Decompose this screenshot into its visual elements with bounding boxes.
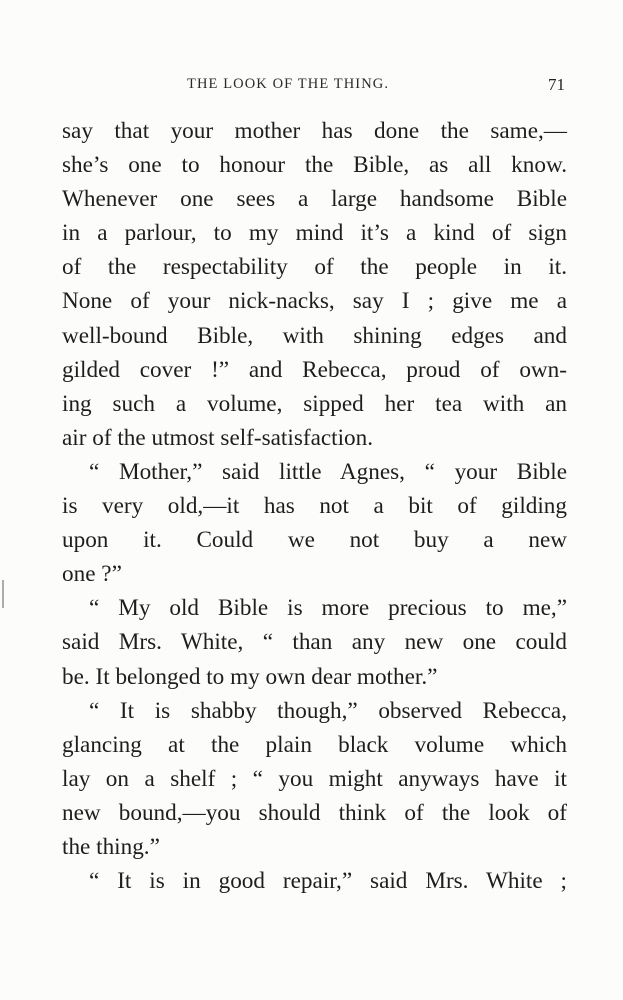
text-line: she’s one to honour the Bible, as all know. [62, 152, 567, 179]
text-line: say that your mother has done the same,— [62, 118, 567, 144]
text-line: upon it. Could we not buy a new [62, 527, 567, 554]
text-line: in a parlour, to my mind it’s a kind of sign [62, 220, 567, 247]
page-number: 71 [548, 75, 565, 94]
text-line: of the respectability of the people in it. [62, 254, 567, 281]
text-line: “ Mother,” said little Agnes, “ your Bible [89, 458, 567, 485]
text-line: “ My old Bible is more precious to me,” [89, 595, 567, 622]
text-line: glancing at the plain black volume which [62, 731, 567, 758]
text-line: gilded cover !” and Rebecca, proud of own- [62, 356, 567, 383]
page-header [62, 76, 567, 98]
text-line: well-bound Bible, with shining edges and [62, 322, 567, 349]
body-text [62, 114, 567, 898]
margin-mark [2, 580, 4, 608]
text-line: “ It is shabby though,” observed Rebecca, [89, 697, 567, 724]
text-line: one ?” [62, 561, 122, 588]
text-line: be. It belonged to my own dear mother.” [62, 663, 438, 690]
text-line: ing such a volume, sipped her tea with an [62, 390, 567, 417]
text-line: None of your nick-nacks, say I ; give me a [62, 288, 567, 315]
text-line: “ It is in good repair,” said Mrs. White ; [89, 868, 567, 895]
text-line: said Mrs. White, “ than any new one could [62, 629, 567, 656]
text-line: the thing.” [62, 833, 160, 860]
text-line: is very old,—it has not a bit of gilding [62, 493, 567, 520]
text-line: air of the utmost self-satisfaction. [62, 424, 374, 451]
running-title: THE LOOK OF THE THING. [187, 76, 390, 92]
text-line: Whenever one sees a large handsome Bible [62, 186, 567, 213]
text-line: lay on a shelf ; “ you might anyways have it [62, 765, 567, 792]
text-line: new bound,—you should think of the look of [62, 799, 567, 826]
